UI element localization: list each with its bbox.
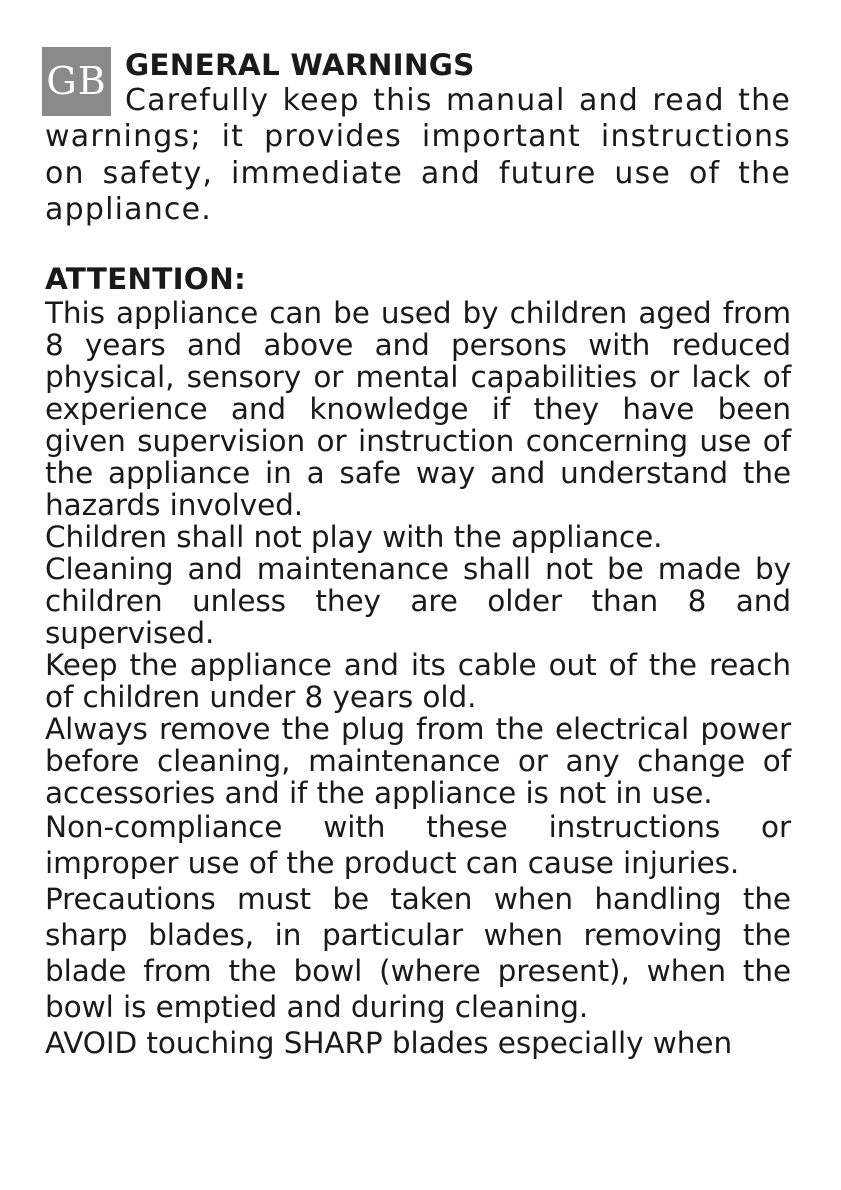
- warning-paragraph-no-play: Children shall not play with the appliance.: [45, 520, 663, 554]
- general-warnings-heading: GENERAL WARNINGS: [125, 48, 475, 82]
- warning-paragraph-reach: Keep the appliance and its cable out of the reach of children under 8 years old.: [45, 648, 791, 714]
- attention-section: [45, 261, 791, 1061]
- warning-paragraph-blades: Precautions must be taken when handling the sharp blades, in particular when removing the blade from the bowl (where present), when the bowl is emptied and during cleaning.: [45, 882, 791, 1024]
- warning-paragraph-supervision: This appliance can be used by children aged from 8 years and above and persons with reduced physical, sensory or mental capabilities or lack of experience and knowledge if they have been given supervision or instruction concerning use of the appliance in a safe way and understand the hazards involved.: [45, 296, 791, 522]
- warning-paragraph-cleaning: Cleaning and maintenance shall not be made by children unless they are older than 8 and supervised.: [45, 552, 791, 650]
- warning-paragraph-unplug: Always remove the plug from the electrical power before cleaning, maintenance or any change of accessories and if the appliance is not in use.: [45, 712, 791, 810]
- language-badge: GB: [42, 47, 111, 116]
- warning-paragraph-avoid-touching: AVOID touching SHARP blades especially when: [45, 1026, 733, 1060]
- warning-paragraph-injuries: Non-compliance with these instructions or improper use of the product can cause injuries.: [45, 810, 791, 880]
- attention-heading: ATTENTION:: [45, 262, 246, 296]
- general-warnings-intro: Carefully keep this manual and read the warnings; it provides important instructions on safety, immediate and future use of the appliance.: [45, 83, 791, 227]
